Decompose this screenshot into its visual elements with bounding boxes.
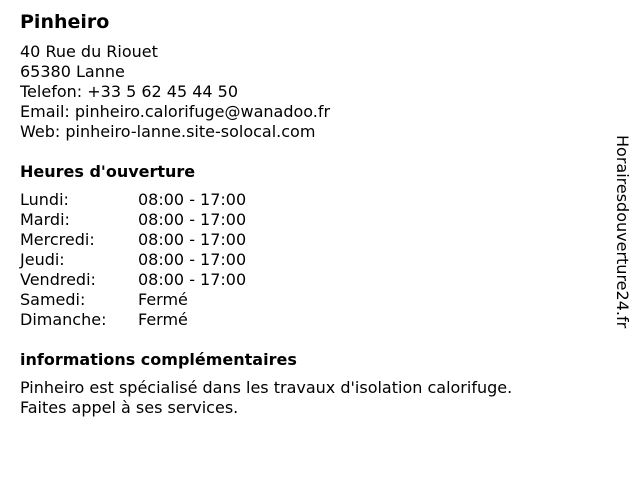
hours-row: [20, 290, 600, 310]
hours-day: Jeudi:: [20, 250, 65, 269]
address-line-1: 40 Rue du Riouet: [20, 42, 158, 61]
hours-time: 08:00 - 17:00: [138, 230, 247, 249]
contact-block: [20, 42, 600, 142]
hours-time: 08:00 - 17:00: [138, 270, 247, 289]
hours-day: Samedi:: [20, 290, 86, 309]
hours-day: Lundi:: [20, 190, 69, 209]
info-block: [20, 378, 600, 418]
hours-time: 08:00 - 17:00: [138, 250, 247, 269]
email-line: Email: pinheiro.calorifuge@wanadoo.fr: [20, 102, 331, 121]
hours-day: Mardi:: [20, 210, 70, 229]
business-name: Pinheiro: [20, 11, 110, 33]
hours-day: Mercredi:: [20, 230, 95, 249]
info-line-2: Faites appel à ses services.: [20, 398, 239, 417]
hours-row: [20, 310, 600, 330]
hours-table: [20, 190, 600, 330]
hours-row: [20, 250, 600, 270]
hours-row: [20, 230, 600, 250]
hours-time: 08:00 - 17:00: [138, 190, 247, 209]
web-line: Web: pinheiro-lanne.site-solocal.com: [20, 122, 316, 141]
hours-row: [20, 210, 600, 230]
info-line-1: Pinheiro est spécialisé dans les travaux d'isolation calorifuge.: [20, 378, 513, 397]
hours-day: Dimanche:: [20, 310, 107, 329]
hours-time: Fermé: [138, 290, 188, 309]
business-card: [20, 10, 600, 418]
address-line-2: 65380 Lanne: [20, 62, 125, 81]
hours-time: Fermé: [138, 310, 188, 329]
hours-day: Vendredi:: [20, 270, 96, 289]
hours-row: [20, 270, 600, 290]
hours-heading: Heures d'ouverture: [20, 162, 196, 181]
site-watermark-label: Horairesdouverture24.fr: [613, 135, 632, 329]
phone-line: Telefon: +33 5 62 45 44 50: [20, 82, 239, 101]
info-heading: informations complémentaires: [20, 350, 297, 369]
hours-time: 08:00 - 17:00: [138, 210, 247, 229]
hours-row: [20, 190, 600, 210]
